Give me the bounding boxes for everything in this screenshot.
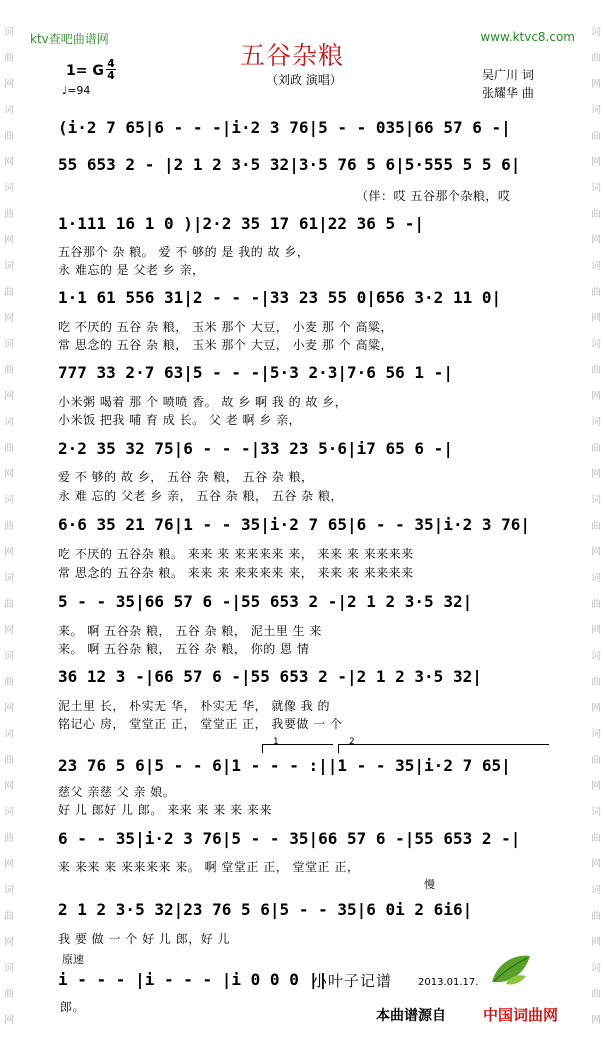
site-name-left[interactable]: ktv查吧曲谱网 <box>30 32 109 46</box>
quarter-note-icon: ♩ <box>62 84 68 97</box>
score-row-1: (i·2 7 65|6 - - -|i·2 3 76|5 - - 035|66 57 6 -| <box>58 118 511 137</box>
lyric-row-9-b: 铭记心 房， 堂堂正 正， 堂堂正 正， 我要做 一 个 <box>58 717 343 731</box>
side-watermark-left: 词曲网词曲网词曲网词曲网词曲网词曲网词曲网词曲网词曲网词曲网词曲网词曲网词曲网 <box>4 27 14 1026</box>
lyric-row-4-a: 吃 不厌的 五谷 杂 粮， 玉米 那个 大豆， 小麦 那 个 高粱， <box>58 320 393 334</box>
lyric-row-13-a: 郎。 <box>60 1000 86 1014</box>
side-watermark-right: 词曲网词曲网词曲网词曲网词曲网词曲网词曲网词曲网词曲网词曲网词曲网词曲网词曲网 <box>591 27 601 1026</box>
volta-bracket-2 <box>338 737 549 753</box>
score-row-6: 2·2 35 32 75|6 - - -|33 23 5·6|i7 65 6 -| <box>58 439 453 458</box>
lyric-row-3-b: 永 难忘的 是 父老 乡 亲， <box>58 263 205 277</box>
volta-bracket-1 <box>262 737 333 753</box>
transcriber-signature: 小叶子记谱 <box>312 972 393 990</box>
lyric-row-10-b: 好 儿 郎好 儿 郎。 来来 来 来 来 来来 <box>58 803 272 817</box>
score-row-12: 2 1 2 3·5 32|23 76 5 6|5 - - 35|6 0i 2 6i6| <box>58 900 473 919</box>
tempo-value: =94 <box>67 84 91 97</box>
time-signature-bottom: 4 <box>107 69 115 82</box>
score-row-5: 777 33 2·7 63|5 - - -|5·3 2·3|7·6 56 1 -| <box>58 363 453 382</box>
performer-credit: （刘政 演唱） <box>266 73 342 87</box>
score-row-10: 23 76 5 6|5 - - 6|1 - - - :||1 - - 35|i·2 7 65| <box>58 756 511 775</box>
lyric-row-6-b: 永 难 忘的 父老 乡 亲， 五谷 杂 粮， 五谷 杂 粮， <box>58 489 343 503</box>
volta-2-label: 2 <box>349 737 355 747</box>
score-row-3: 1·111 16 1 0 )|2·2 35 17 61|22 36 5 -| <box>58 214 425 233</box>
lyric-row-11-a: 来 来来 来 来来来来 来。 啊 堂堂正 正， 堂堂正 正， <box>58 860 360 874</box>
composer-credit: 张耀华 曲 <box>482 86 534 100</box>
time-signature-top: 4 <box>107 57 115 70</box>
source-site-link[interactable]: 中国词曲网 <box>483 1006 559 1024</box>
source-label: 本曲谱源自 <box>376 1008 446 1024</box>
lyricist-credit: 吴广川 词 <box>482 68 534 82</box>
key-signature: 1= G <box>66 63 104 79</box>
slow-marking: 慢 <box>424 878 435 891</box>
score-row-7: 6·6 35 21 76|1 - - 35|i·2 7 65|6 - - 35|i·2 3 76| <box>58 515 531 534</box>
transcription-date: 2013.01.17. <box>418 977 479 988</box>
lyric-row-7-b: 常 思念的 五谷杂 粮。 来来 来 来来来来 来， 来来 来 来来来来 <box>58 566 414 580</box>
lyric-row-5-b: 小米饭 把我 哺 育 成 长。 父 老 啊 乡 亲， <box>58 413 302 427</box>
leaf-icon <box>488 952 534 988</box>
lyric-row-6-a: 爱 不 够的 故 乡， 五谷 杂 粮， 五谷 杂 粮， <box>58 470 314 484</box>
site-name-right[interactable]: www.ktvc8.com <box>480 30 575 44</box>
lyric-row-10-a: 慈父 亲慈 父 亲 娘。 <box>58 785 176 799</box>
score-row-9: 36 12 3 -|66 57 6 -|55 653 2 -|2 1 2 3·5 32| <box>58 667 482 686</box>
time-signature <box>106 58 116 81</box>
score-row-2: 55 653 2 - |2 1 2 3·5 32|3·5 76 5 6|5·555 5 5 6| <box>58 155 521 174</box>
score-row-11: 6 - - 35|i·2 3 76|5 - - 35|66 57 6 -|55 653 2 -| <box>58 829 521 848</box>
lyric-row-2-a: （伴：哎 五谷那个杂粮，哎 <box>356 189 511 203</box>
tempo-marking <box>62 84 90 97</box>
volta-1-label: 1 <box>273 737 279 747</box>
lyric-row-12-a: 我 要 做 一 个 好 儿 郎，好 儿 <box>58 932 231 946</box>
score-row-4: 1·1 61 556 31|2 - - -|33 23 55 0|656 3·2 11 0| <box>58 288 502 307</box>
lyric-row-8-a: 来。 啊 五谷杂 粮， 五谷 杂 粮， 泥土里 生 来 <box>58 624 322 638</box>
lyric-row-3-a: 五谷那个 杂 粮。 爱 不 够的 是 我的 故 乡， <box>58 245 310 259</box>
lyric-row-9-a: 泥土里 长， 朴实无 华， 朴实无 华， 就像 我 的 <box>58 699 331 713</box>
lyric-row-4-b: 常 思念的 五谷 杂 粮， 玉米 那个 大豆， 小麦 那 个 高粱， <box>58 338 393 352</box>
lyric-row-5-a: 小米粥 喝着 那 个 喷喷 香。 故 乡 啊 我 的 故 乡， <box>58 395 348 409</box>
score-row-13: i - - - |i - - - |i 0 0 0 || <box>58 970 328 989</box>
score-row-8: 5 - - 35|66 57 6 -|55 653 2 -|2 1 2 3·5 32| <box>58 592 473 611</box>
song-title: 五谷杂粮 <box>240 41 345 70</box>
lyric-row-7-a: 吃 不厌的 五谷杂 粮。 来来 来 来来来来 来， 来来 来 来来来来 <box>58 547 414 561</box>
tempo-primo-marking: 原速 <box>62 953 84 966</box>
lyric-row-8-b: 来。 啊 五谷杂 粮， 五谷 杂 粮， 你的 恩 情 <box>58 642 310 656</box>
